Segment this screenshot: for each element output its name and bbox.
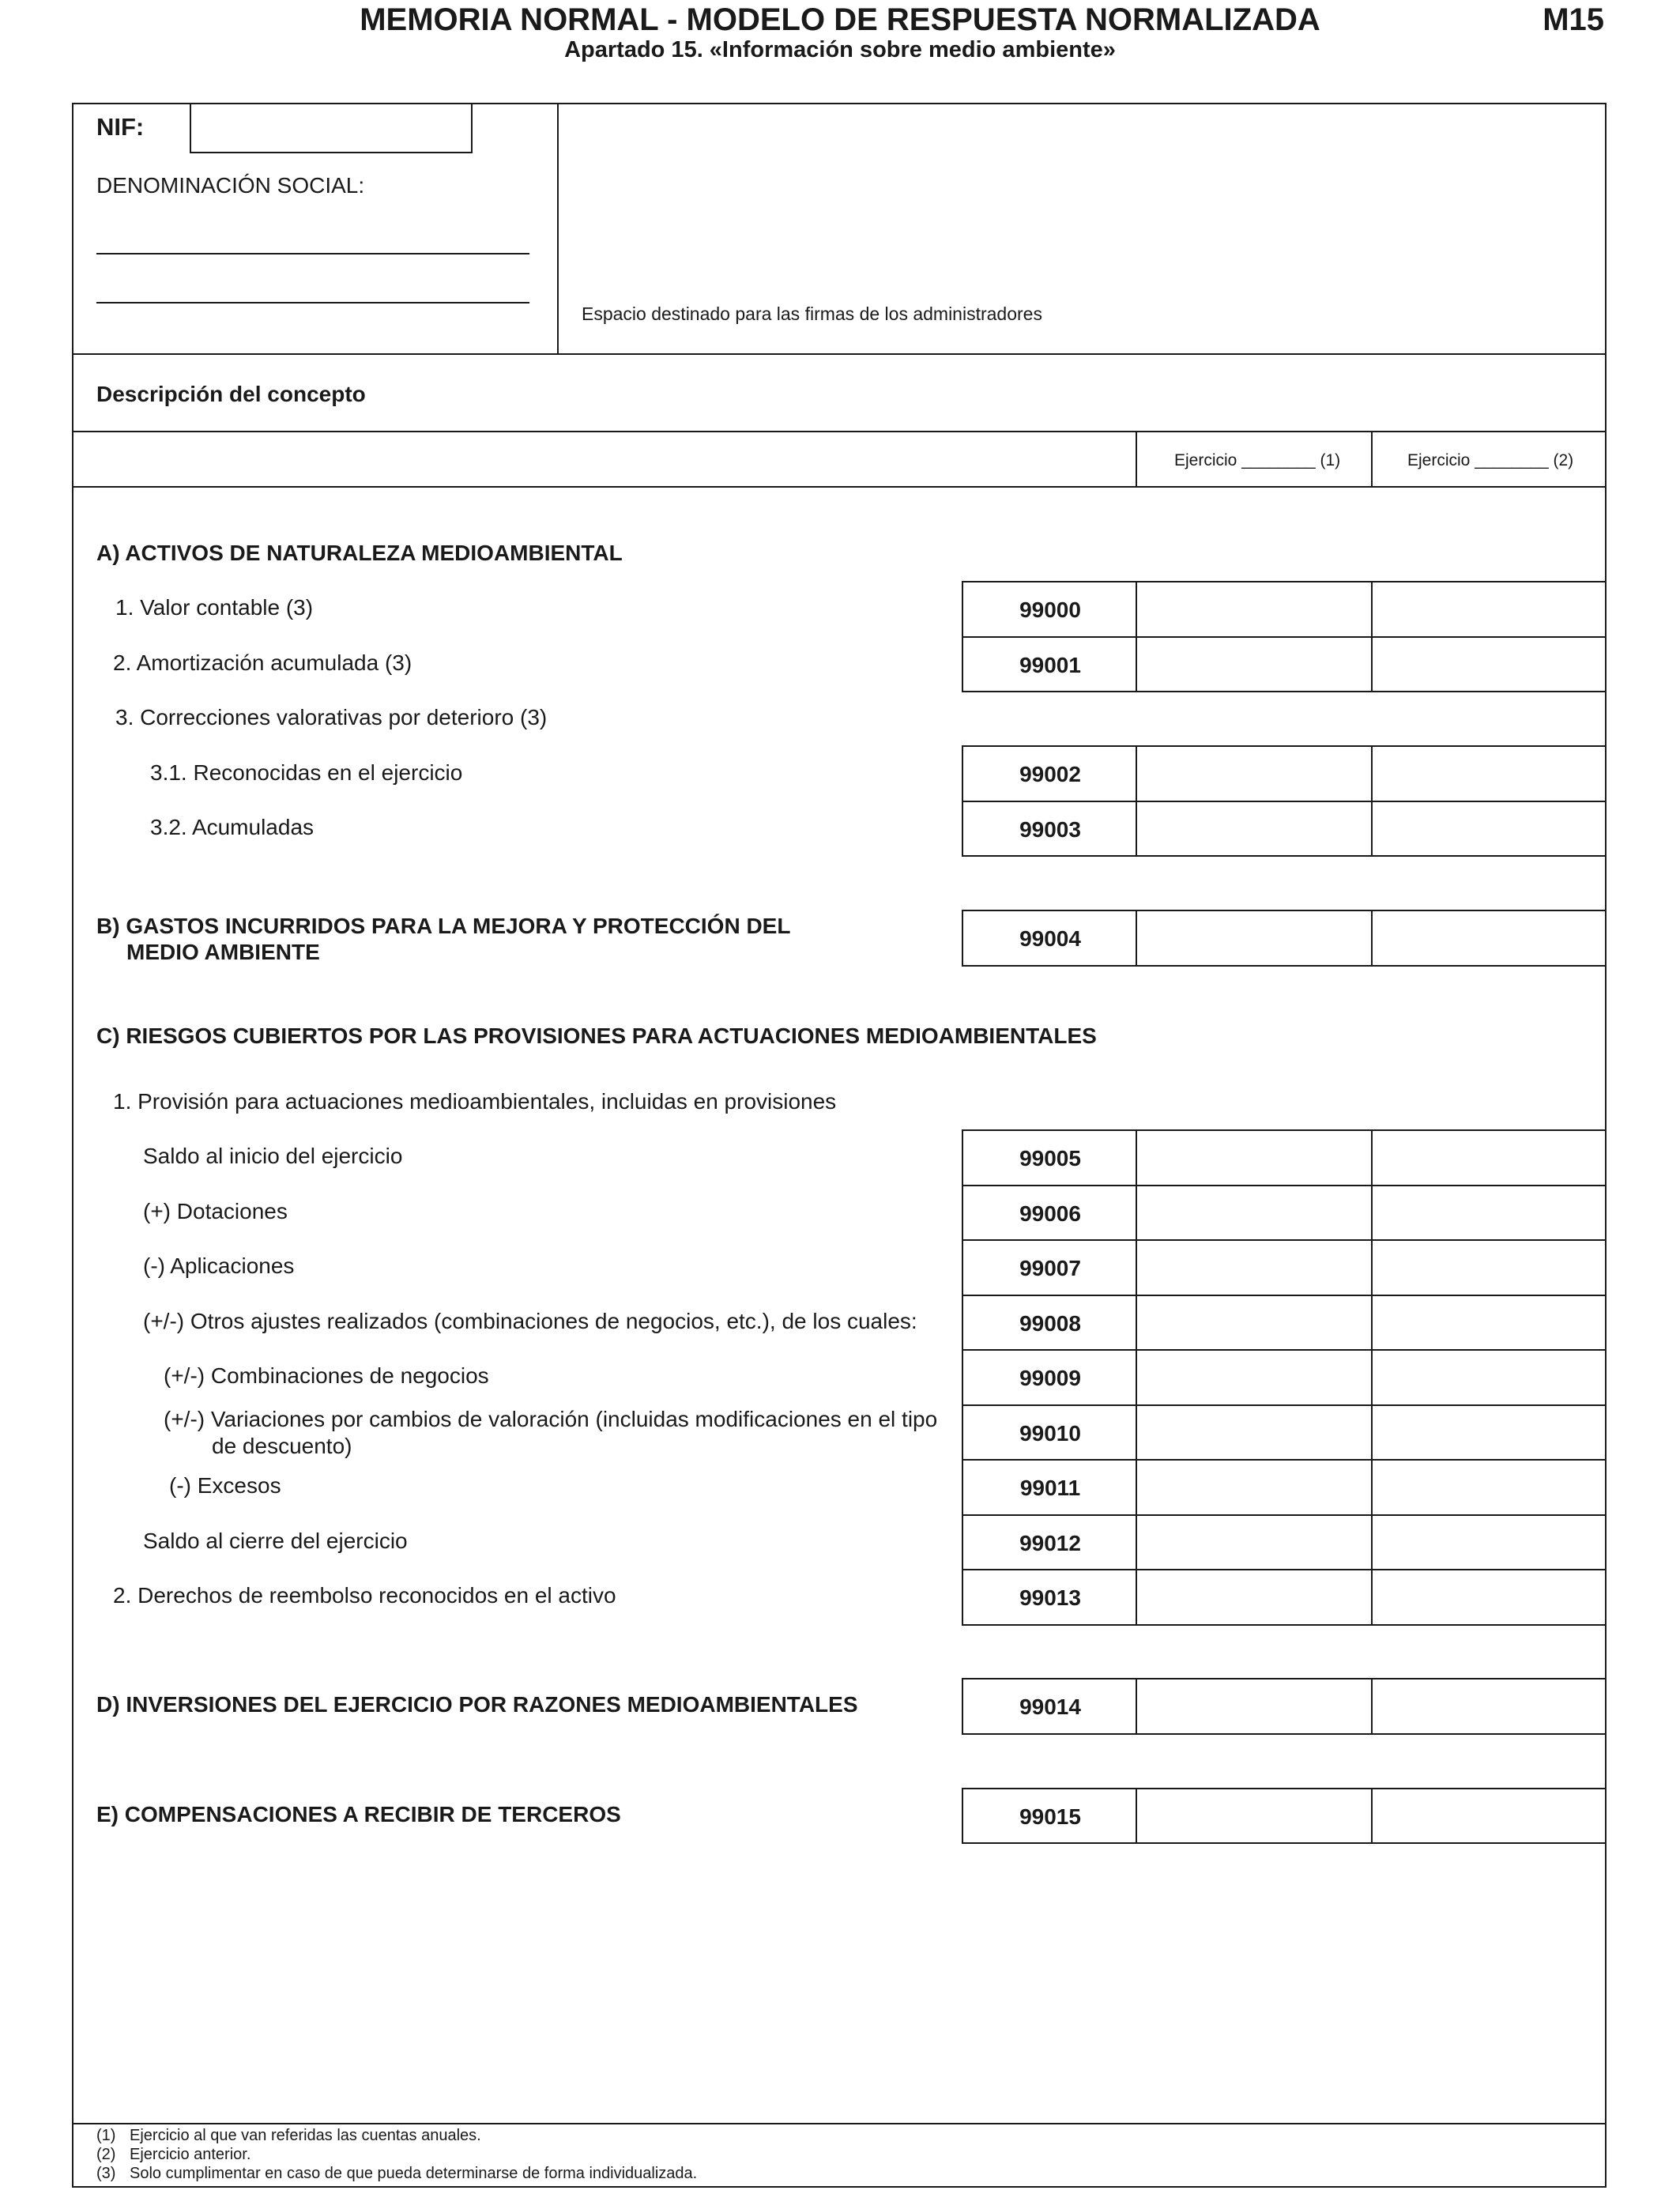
footnote-1-num: (1) <box>96 2127 116 2144</box>
value-cell-current-year[interactable] <box>1136 1239 1373 1296</box>
code-cell <box>962 1459 1137 1516</box>
col1-header: Ejercicio ________ (1) <box>1174 451 1341 469</box>
footnote-3 <box>96 2164 697 2183</box>
code-text: 99010 <box>1019 1420 1081 1446</box>
row-label-99009: (+/-) Combinaciones de negocios <box>164 1363 489 1388</box>
code-cell <box>962 636 1137 692</box>
value-cell-current-year[interactable] <box>1136 1678 1373 1735</box>
code-cell <box>962 1239 1137 1296</box>
value-cell-current-year[interactable] <box>1136 1129 1373 1186</box>
footnote-1 <box>96 2126 481 2145</box>
value-cell-current-year[interactable] <box>1136 581 1373 638</box>
columns-rule <box>72 486 1607 488</box>
code-text: 99012 <box>1019 1530 1081 1555</box>
concept-rule <box>72 431 1607 432</box>
section-a-title: A) ACTIVOS DE NATURALEZA MEDIOAMBIENTAL <box>96 541 623 565</box>
footnote-3-num: (3) <box>96 2165 116 2182</box>
nif-label: NIF: <box>96 113 145 141</box>
form-title: MEMORIA NORMAL - MODELO DE RESPUESTA NORMALIZADA <box>360 2 1320 37</box>
row-label-99005: Saldo al inicio del ejercicio <box>143 1144 403 1168</box>
section-b-title-line1: B) GASTOS INCURRIDOS PARA LA MEJORA Y PROTECCIÓN DEL <box>96 914 791 938</box>
value-cell-current-year[interactable] <box>1136 1185 1373 1241</box>
value-cell-previous-year[interactable] <box>1371 1678 1607 1735</box>
row-label-99001: 2. Amortización acumulada (3) <box>113 650 412 675</box>
code-text: 99008 <box>1019 1310 1081 1336</box>
section-d-title: D) INVERSIONES DEL EJERCICIO POR RAZONES MEDIOAMBIENTALES <box>96 1692 858 1717</box>
value-cell-previous-year[interactable] <box>1371 801 1607 857</box>
col2-header: Ejercicio ________ (2) <box>1407 451 1574 469</box>
footnote-1-text: Ejercicio al que van referidas las cuentas anuales. <box>130 2127 481 2144</box>
section-e-title: E) COMPENSACIONES A RECIBIR DE TERCEROS <box>96 1802 621 1826</box>
value-cell-current-year[interactable] <box>1136 745 1373 802</box>
row-label-99012: Saldo al cierre del ejercicio <box>143 1529 408 1553</box>
code-text: 99013 <box>1019 1585 1081 1610</box>
value-cell-current-year[interactable] <box>1136 1788 1373 1844</box>
footnote-rule <box>72 2123 1607 2124</box>
value-cell-current-year[interactable] <box>1136 1514 1373 1570</box>
code-text: 99006 <box>1019 1201 1081 1226</box>
code-text: 99011 <box>1019 1476 1081 1500</box>
code-cell <box>962 910 1137 967</box>
value-cell-previous-year[interactable] <box>1371 1185 1607 1241</box>
concept-header: Descripción del concepto <box>96 382 366 406</box>
code-cell <box>962 1185 1137 1241</box>
code-text: 99001 <box>1019 652 1081 677</box>
value-cell-current-year[interactable] <box>1136 636 1373 692</box>
section-c-title: C) RIESGOS CUBIERTOS POR LAS PROVISIONES PARA ACTUACIONES MEDIOAMBIENTALES <box>96 1023 1097 1048</box>
col2-divider <box>1371 431 1373 488</box>
row-label-99006: (+) Dotaciones <box>143 1199 288 1223</box>
value-cell-previous-year[interactable] <box>1371 1129 1607 1186</box>
footnote-2-text: Ejercicio anterior. <box>130 2146 251 2163</box>
code-cell <box>962 1788 1137 1844</box>
code-text: 99015 <box>1019 1804 1081 1829</box>
row-label-99000: 1. Valor contable (3) <box>115 595 314 620</box>
code-cell <box>962 1514 1137 1570</box>
code-cell <box>962 1678 1137 1735</box>
row-label-99008: (+/-) Otros ajustes realizados (combinaciones de negocios, etc.), de los cuales: <box>143 1309 917 1333</box>
row-label-99007: (-) Aplicaciones <box>143 1253 295 1278</box>
id-bottom-rule <box>72 353 1607 355</box>
code-cell <box>962 745 1137 802</box>
value-cell-previous-year[interactable] <box>1371 1788 1607 1844</box>
value-cell-previous-year[interactable] <box>1371 1514 1607 1570</box>
value-cell-current-year[interactable] <box>1136 1349 1373 1406</box>
row-label-99011: (-) Excesos <box>169 1473 281 1498</box>
value-cell-previous-year[interactable] <box>1371 1349 1607 1406</box>
value-cell-current-year[interactable] <box>1136 801 1373 857</box>
nif-input[interactable] <box>190 103 473 153</box>
code-cell <box>962 1295 1137 1351</box>
value-cell-previous-year[interactable] <box>1371 1239 1607 1296</box>
code-cell <box>962 1349 1137 1406</box>
value-cell-current-year[interactable] <box>1136 910 1373 967</box>
value-cell-current-year[interactable] <box>1136 1569 1373 1626</box>
value-cell-previous-year[interactable] <box>1371 910 1607 967</box>
code-text: 99002 <box>1019 762 1081 786</box>
value-cell-previous-year[interactable] <box>1371 1569 1607 1626</box>
footnote-3-text: Solo cumplimentar en caso de que pueda determinarse de forma individualizada. <box>130 2165 698 2182</box>
signatures-label: Espacio destinado para las firmas de los administradores <box>582 303 1042 324</box>
code-cell <box>962 581 1137 638</box>
code-cell <box>962 801 1137 857</box>
footnote-2-num: (2) <box>96 2146 116 2163</box>
company-name-label: DENOMINACIÓN SOCIAL: <box>96 173 365 198</box>
row-label-99010: (+/-) Variaciones por cambios de valoración (incluidas modificaciones en el tipo <box>164 1407 938 1431</box>
code-text: 99009 <box>1019 1366 1081 1390</box>
section-a-item3: 3. Correcciones valorativas por deterioro (3) <box>115 705 548 729</box>
value-cell-previous-year[interactable] <box>1371 581 1607 638</box>
row-label-99010-cont: de descuento) <box>212 1434 352 1458</box>
company-name-line-1[interactable] <box>96 253 529 254</box>
section-c-item1: 1. Provisión para actuaciones medioambientales, incluidas en provisiones <box>113 1089 837 1114</box>
value-cell-previous-year[interactable] <box>1371 1295 1607 1351</box>
code-text: 99000 <box>1019 598 1081 622</box>
value-cell-previous-year[interactable] <box>1371 636 1607 692</box>
code-text: 99005 <box>1019 1146 1081 1171</box>
code-text: 99004 <box>1019 926 1081 951</box>
code-cell <box>962 1569 1137 1626</box>
id-divider <box>557 103 559 354</box>
code-text: 99003 <box>1019 816 1081 842</box>
row-label-99003: 3.2. Acumuladas <box>150 815 315 839</box>
form-code: M15 <box>1543 2 1604 37</box>
col1-divider <box>1136 431 1137 488</box>
footnote-2 <box>96 2145 250 2164</box>
value-cell-current-year[interactable] <box>1136 1295 1373 1351</box>
row-label-99013: 2. Derechos de reembolso reconocidos en el activo <box>113 1583 616 1608</box>
value-cell-current-year[interactable] <box>1136 1459 1373 1516</box>
value-cell-previous-year[interactable] <box>1371 1459 1607 1516</box>
value-cell-previous-year[interactable] <box>1371 1404 1607 1461</box>
code-text: 99007 <box>1019 1256 1081 1280</box>
company-name-line-2[interactable] <box>96 302 529 303</box>
code-cell <box>962 1404 1137 1461</box>
value-cell-previous-year[interactable] <box>1371 745 1607 802</box>
value-cell-current-year[interactable] <box>1136 1404 1373 1461</box>
row-label-99002: 3.1. Reconocidas en el ejercicio <box>150 760 463 785</box>
form-subtitle: Apartado 15. «Información sobre medio ambiente» <box>564 37 1116 62</box>
code-text: 99014 <box>1019 1695 1081 1719</box>
section-b-title-line2: MEDIO AMBIENTE <box>126 940 320 964</box>
code-cell <box>962 1129 1137 1186</box>
